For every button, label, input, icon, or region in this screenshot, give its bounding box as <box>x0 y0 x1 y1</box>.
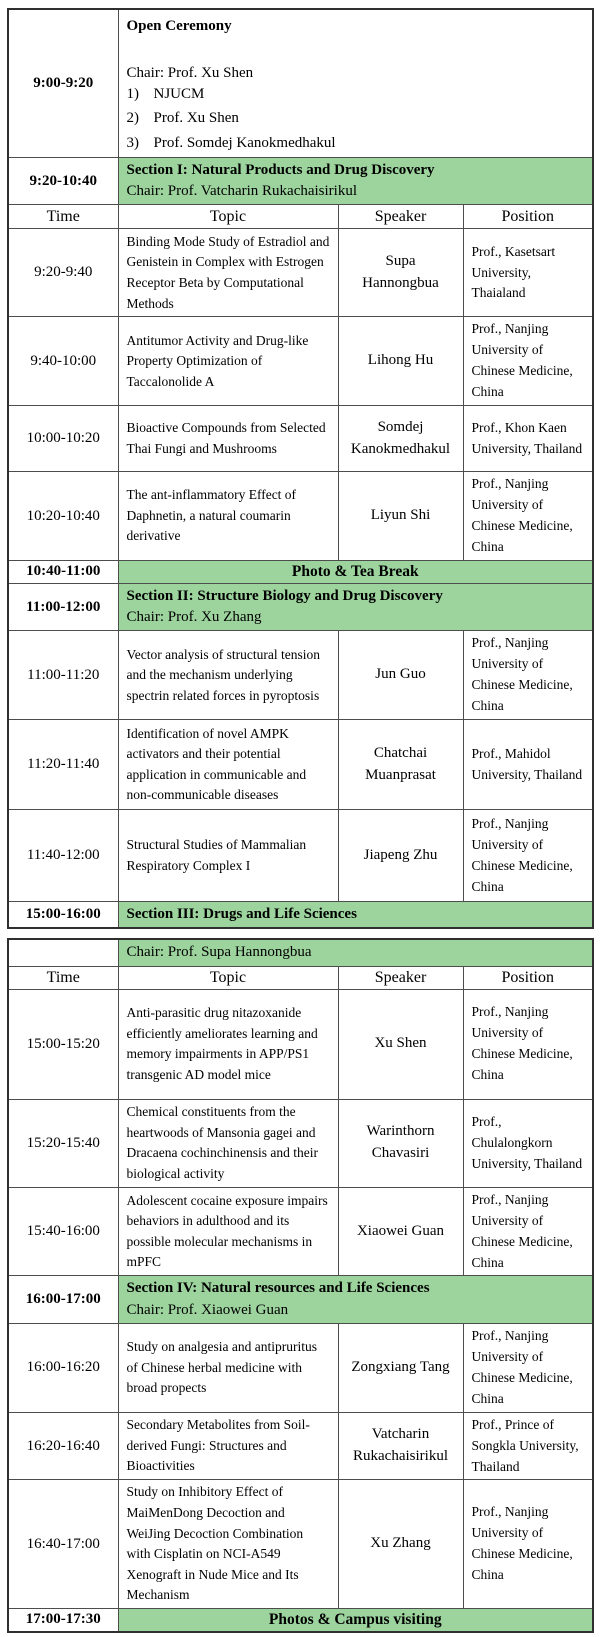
position-cell: Prof., Nanjing University of Chinese Medicine, China <box>463 810 593 902</box>
topic-cell: Binding Mode Study of Estradiol and Genistein in Complex with Estrogen Receptor Beta by Computational Methods <box>118 229 338 317</box>
session-row <box>8 989 593 1099</box>
session-row <box>8 406 593 472</box>
time-cell: 10:20-10:40 <box>8 472 118 561</box>
open-ceremony-item: 3) Prof. Somdej Kanokmedhakul <box>126 134 336 151</box>
section-4-row <box>8 1276 593 1324</box>
time-cell: 11:00-12:00 <box>8 583 118 631</box>
topic-cell: Secondary Metabolites from Soil-derived Fungi: Structures and Bioactivities <box>118 1412 338 1480</box>
speaker-cell: Chatchai Muanprasat <box>338 720 463 810</box>
campus-visit-banner: Photos & Campus visiting <box>118 1608 593 1632</box>
header-speaker: Speaker <box>338 205 463 229</box>
schedule-table-afternoon <box>7 938 594 1633</box>
speaker-cell: Xiaowei Guan <box>338 1187 463 1276</box>
time-cell: 9:20-9:40 <box>8 229 118 317</box>
time-cell: 16:40-17:00 <box>8 1480 118 1608</box>
topic-cell: Study on analgesia and antipruritus of Chinese herbal medicine with broad propects <box>118 1324 338 1413</box>
time-cell: 16:00-17:00 <box>8 1276 118 1324</box>
topic-cell: Chemical constituents from the heartwoods of Mansonia gagei and Dracaena cochinchinensis and their biological activity <box>118 1099 338 1187</box>
section-3-banner: Section III: Drugs and Life Sciences <box>118 902 593 929</box>
time-cell: 11:20-11:40 <box>8 720 118 810</box>
session-row <box>8 1324 593 1413</box>
tea-break-banner: Photo & Tea Break <box>118 560 593 583</box>
campus-visit-row <box>8 1608 593 1632</box>
topic-cell: The ant-inflammatory Effect of Daphnetin, a natural coumarin derivative <box>118 472 338 561</box>
speaker-cell: Vatcharin Rukachaisirikul <box>338 1412 463 1480</box>
header-position: Position <box>463 205 593 229</box>
table-gap <box>7 929 592 938</box>
position-cell: Prof., Kasetsart University, Thaialand <box>463 229 593 317</box>
open-ceremony-chair: Chair: Prof. Xu Shen <box>126 65 254 81</box>
speaker-cell: Xu Zhang <box>338 1480 463 1608</box>
position-cell: Prof., Nanjing University of Chinese Medicine, China <box>463 1324 593 1413</box>
time-cell: 15:00-15:20 <box>8 989 118 1099</box>
topic-cell: Identification of novel AMPK activators and their potential application in communicable and non-communicable diseases <box>118 720 338 810</box>
section-chair: Chair: Prof. Xiaowei Guan <box>126 1301 289 1318</box>
speaker-cell: Xu Shen <box>338 989 463 1099</box>
session-row <box>8 317 593 406</box>
time-cell: 10:40-11:00 <box>8 560 118 583</box>
header-topic: Topic <box>118 205 338 229</box>
time-cell: 9:40-10:00 <box>8 317 118 406</box>
position-cell: Prof., Nanjing University of Chinese Medicine, China <box>463 472 593 561</box>
section-title: Section IV: Natural resources and Life Sciences <box>126 1280 430 1297</box>
section-1-banner <box>118 157 593 205</box>
speaker-cell: Supa Hannongbua <box>338 229 463 317</box>
speaker-cell: Jiapeng Zhu <box>338 810 463 902</box>
position-cell: Prof., Nanjing University of Chinese Medicine, China <box>463 1480 593 1608</box>
speaker-cell: Warinthorn Chavasiri <box>338 1099 463 1187</box>
session-row <box>8 1480 593 1608</box>
time-cell: 15:20-15:40 <box>8 1099 118 1187</box>
speaker-cell: Liyun Shi <box>338 472 463 561</box>
empty-cell <box>8 939 118 966</box>
session-row <box>8 1412 593 1480</box>
position-cell: Prof., Nanjing University of Chinese Medicine, China <box>463 317 593 406</box>
session-row <box>8 810 593 902</box>
section-4-banner <box>118 1276 593 1324</box>
topic-cell: Anti-parasitic drug nitazoxanide efficiently ameliorates learning and memory impairments in APP/PS1 transgenic AD model mice <box>118 989 338 1099</box>
header-time: Time <box>8 966 118 989</box>
column-header-row <box>8 966 593 989</box>
section-3-row <box>8 902 593 929</box>
position-cell: Prof., Prince of Songkla University, Thailand <box>463 1412 593 1480</box>
position-cell: Prof., Nanjing University of Chinese Medicine, China <box>463 631 593 720</box>
position-cell: Prof., Mahidol University, Thailand <box>463 720 593 810</box>
section-chair: Chair: Prof. Xu Zhang <box>126 609 262 626</box>
open-ceremony-item: 1) NJUCM <box>126 86 205 102</box>
time-cell: 11:40-12:00 <box>8 810 118 902</box>
topic-cell: Adolescent cocaine exposure impairs behaviors in adulthood and its possible molecular mechanisms in mPFC <box>118 1187 338 1276</box>
session-row <box>8 472 593 561</box>
topic-cell: Bioactive Compounds from Selected Thai Fungi and Mushrooms <box>118 406 338 472</box>
section-chair: Chair: Prof. Vatcharin Rukachaisirikul <box>126 183 358 200</box>
time-cell: 9:20-10:40 <box>8 157 118 205</box>
speaker-cell: Jun Guo <box>338 631 463 720</box>
topic-cell: Vector analysis of structural tension and the mechanism underlying spectrin related forces in pyroptosis <box>118 631 338 720</box>
section-title: Section I: Natural Products and Drug Discovery <box>126 161 435 178</box>
time-cell: 17:00-17:30 <box>8 1608 118 1632</box>
column-header-row <box>8 205 593 229</box>
open-ceremony-cell <box>118 9 593 157</box>
chair-row <box>8 939 593 966</box>
topic-cell: Study on Inhibitory Effect of MaiMenDong Decoction and WeiJing Decoction Combination with Cisplatin on NCI-A549 Xenograft in Nude Mice and Its Mechanism <box>118 1480 338 1608</box>
open-ceremony-title: Open Ceremony <box>126 18 232 34</box>
position-cell: Prof., Khon Kaen University, Thailand <box>463 406 593 472</box>
chair-banner: Chair: Prof. Supa Hannongbua <box>118 939 593 966</box>
position-cell: Prof., Nanjing University of Chinese Medicine, China <box>463 989 593 1099</box>
tea-break-row <box>8 560 593 583</box>
time-cell: 10:00-10:20 <box>8 406 118 472</box>
speaker-cell: Lihong Hu <box>338 317 463 406</box>
topic-cell: Structural Studies of Mammalian Respiratory Complex I <box>118 810 338 902</box>
speaker-cell: Somdej Kanokmedhakul <box>338 406 463 472</box>
position-cell: Prof., Chulalongkorn University, Thailand <box>463 1099 593 1187</box>
section-title: Section II: Structure Biology and Drug Discovery <box>126 587 443 604</box>
section-2-banner <box>118 583 593 631</box>
time-cell: 15:00-16:00 <box>8 902 118 929</box>
schedule-table-morning <box>7 8 594 929</box>
header-speaker: Speaker <box>338 966 463 989</box>
session-row <box>8 229 593 317</box>
time-cell: 15:40-16:00 <box>8 1187 118 1276</box>
header-topic: Topic <box>118 966 338 989</box>
open-ceremony-row <box>8 9 593 157</box>
session-row <box>8 631 593 720</box>
time-cell: 16:20-16:40 <box>8 1412 118 1480</box>
open-ceremony-item: 2) Prof. Xu Shen <box>126 110 239 127</box>
time-cell: 16:00-16:20 <box>8 1324 118 1413</box>
session-row <box>8 1099 593 1187</box>
session-row <box>8 1187 593 1276</box>
time-cell: 11:00-11:20 <box>8 631 118 720</box>
position-cell: Prof., Nanjing University of Chinese Medicine, China <box>463 1187 593 1276</box>
header-position: Position <box>463 966 593 989</box>
speaker-cell: Zongxiang Tang <box>338 1324 463 1413</box>
header-time: Time <box>8 205 118 229</box>
section-2-row <box>8 583 593 631</box>
topic-cell: Antitumor Activity and Drug-like Property Optimization of Taccalonolide A <box>118 317 338 406</box>
section-1-row <box>8 157 593 205</box>
session-row <box>8 720 593 810</box>
time-cell: 9:00-9:20 <box>8 9 118 157</box>
